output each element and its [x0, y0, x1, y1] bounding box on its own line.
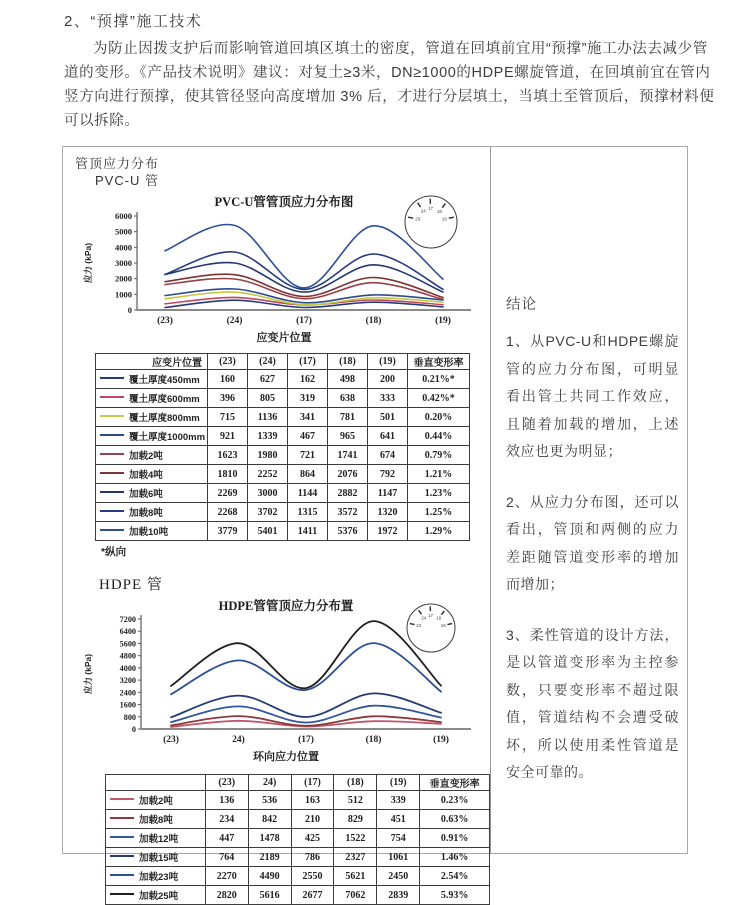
- table-row: [106, 791, 490, 810]
- series-label: 加载2吨: [139, 796, 173, 807]
- table-cell: 4490: [248, 867, 291, 886]
- table-cell: 136: [205, 791, 248, 810]
- table-cell: 674: [368, 446, 408, 465]
- table-cell: 319: [288, 389, 328, 408]
- legend-swatch: [110, 817, 134, 819]
- pvcu-table-wrap: [95, 353, 490, 541]
- svg-text:17: 17: [428, 613, 434, 618]
- legend-swatch: [110, 874, 134, 876]
- y-tick-label: 3000: [115, 258, 132, 268]
- table-row: [96, 408, 470, 427]
- x-tick-label: (19): [433, 734, 449, 745]
- table-cell: 1061: [377, 848, 420, 867]
- table-cell: 1136: [248, 408, 288, 427]
- table-header-cell: 垂直变形率: [420, 775, 490, 791]
- series-label: 加载2吨: [129, 451, 163, 462]
- y-tick-label: 7200: [120, 615, 136, 624]
- table-header-cell: (18): [334, 775, 377, 791]
- table-cell: 160: [208, 370, 248, 389]
- table-row: [106, 829, 490, 848]
- table-cell: 7062: [334, 886, 377, 905]
- legend-swatch: [110, 893, 134, 895]
- table-cell: 2.54%: [420, 867, 490, 886]
- table-cell: 764: [205, 848, 248, 867]
- table-row: [106, 886, 490, 905]
- legend-swatch: [110, 836, 134, 838]
- intro-paragraph: 为防止因拨支护后而影响管道回填区填土的密度，管道在回填前宜用“预撑”施工办法去减少管道的变形。《产品技术说明》建议：对复土≥3米，DN≥1000的HDPE螺旋管道，在回填前宜在管内竖方向进行预撑，使其管径竖向高度增加 3% 后，才进行分层填土，当填土至管顶后，预撑材料便可以拆除。: [64, 37, 722, 133]
- y-tick-label: 4000: [120, 664, 136, 673]
- y-tick-label: 4800: [120, 652, 136, 661]
- table-cell: 3779: [208, 522, 248, 541]
- table-cell: 627: [248, 370, 288, 389]
- pane-heading-line2: PVC-U 管: [95, 172, 490, 189]
- table-cell: 2550: [291, 867, 334, 886]
- table-row: [96, 370, 470, 389]
- table-cell: 447: [205, 829, 248, 848]
- table-cell-legend: [96, 427, 208, 446]
- table-cell: 162: [288, 370, 328, 389]
- table-header-cell: 24): [248, 775, 291, 791]
- table-cell: 498: [328, 370, 368, 389]
- y-tick-label: 800: [124, 713, 136, 722]
- table-cell: 2327: [334, 848, 377, 867]
- pane-heading: [75, 155, 490, 189]
- series-label: 加载23吨: [139, 872, 178, 883]
- table-cell: 638: [328, 389, 368, 408]
- legend-swatch: [100, 396, 124, 398]
- hdpe-table-wrap: [105, 774, 490, 905]
- table-cell: 2820: [205, 886, 248, 905]
- table-cell: 5376: [328, 522, 368, 541]
- x-tick-label: (18): [366, 315, 382, 326]
- x-tick-label: (23): [163, 734, 179, 745]
- table-cell: 0.63%: [420, 810, 490, 829]
- table-cell-legend: [106, 867, 206, 886]
- table-cell: 2270: [205, 867, 248, 886]
- table-header-row: [106, 775, 490, 791]
- table-cell: 425: [291, 829, 334, 848]
- table-cell: 965: [328, 427, 368, 446]
- legend-swatch: [110, 855, 134, 857]
- table-cell: 1339: [248, 427, 288, 446]
- y-axis-label: 应力 (kPa): [83, 243, 93, 283]
- x-tick-label: (17): [298, 734, 314, 745]
- pvcu-stress-table: [95, 353, 470, 541]
- table-cell: 5401: [248, 522, 288, 541]
- conclusions-title: 结论: [506, 293, 679, 314]
- y-tick-label: 0: [128, 305, 132, 315]
- table-cell: 210: [291, 810, 334, 829]
- table-cell-legend: [96, 370, 208, 389]
- series-label: 加载10吨: [129, 527, 168, 538]
- conclusion-item-3: 3、柔性管道的设计方法，是以管道变形率为主控参数，只要变形率不超过限值，管道结构不会遭受破坏，所以使用柔性管道是安全可靠的。: [506, 622, 679, 787]
- table-header-cell: 应变片位置: [96, 354, 208, 370]
- svg-text:23: 23: [416, 623, 422, 628]
- series-line: [165, 252, 443, 290]
- legend-swatch: [100, 510, 124, 512]
- charts-pane: [63, 147, 491, 853]
- legend-swatch: [110, 798, 134, 800]
- series-label: 加载12吨: [139, 834, 178, 845]
- table-cell: 1320: [368, 503, 408, 522]
- y-tick-label: 2000: [115, 274, 132, 284]
- table-header-cell: (19): [368, 354, 408, 370]
- table-cell: 396: [208, 389, 248, 408]
- table-cell: 1.23%: [408, 484, 470, 503]
- figure-box: [62, 146, 688, 854]
- table-cell: 786: [291, 848, 334, 867]
- table-cell-legend: [96, 408, 208, 427]
- table-cell: 1980: [248, 446, 288, 465]
- svg-text:19: 19: [441, 623, 447, 628]
- svg-text:19: 19: [442, 217, 448, 222]
- pipe-cross-section-icon: [407, 604, 455, 652]
- table-cell: 842: [248, 810, 291, 829]
- table-cell: 641: [368, 427, 408, 446]
- svg-text:17: 17: [428, 206, 434, 211]
- table-row: [96, 484, 470, 503]
- hdpe-stress-chart: [79, 597, 483, 767]
- table-cell: 1522: [334, 829, 377, 848]
- table-cell: 805: [248, 389, 288, 408]
- table-cell: 3572: [328, 503, 368, 522]
- series-label: 覆土厚度1000mm: [129, 432, 205, 443]
- table-cell: 1315: [288, 503, 328, 522]
- hdpe-heading: HDPE 管: [99, 573, 490, 594]
- table-cell: 0.79%: [408, 446, 470, 465]
- x-tick-label: (23): [157, 315, 173, 326]
- series-line: [171, 643, 441, 694]
- table-cell: 1147: [368, 484, 408, 503]
- table-row: [96, 465, 470, 484]
- svg-text:24: 24: [421, 615, 427, 620]
- pipe-cross-section-icon: [405, 196, 457, 248]
- hdpe-stress-table: [105, 774, 490, 905]
- table-row: [96, 446, 470, 465]
- y-tick-label: 3200: [120, 676, 136, 685]
- table-cell-legend: [96, 522, 208, 541]
- table-cell: 2450: [377, 867, 420, 886]
- table-cell: 467: [288, 427, 328, 446]
- table-cell-legend: [106, 810, 206, 829]
- conclusion-item-1: 1、从PVC-U和HDPE螺旋管的应力分布图，可明显看出管土共同工作效应，且随着加载的增加，上述效应也更为明显；: [506, 328, 679, 466]
- table-cell-legend: [96, 503, 208, 522]
- section-title: 2、“预撑”施工技术: [64, 10, 726, 31]
- table-cell: 1.21%: [408, 465, 470, 484]
- series-label: 覆土厚度600mm: [129, 394, 200, 405]
- table-cell: 2839: [377, 886, 420, 905]
- conclusions-pane: [491, 147, 687, 853]
- table-cell: 512: [334, 791, 377, 810]
- table-cell: 200: [368, 370, 408, 389]
- table-cell-legend: [96, 389, 208, 408]
- table-cell: 1972: [368, 522, 408, 541]
- table-row: [106, 848, 490, 867]
- svg-text:24: 24: [421, 208, 427, 213]
- series-label: 加载25吨: [139, 891, 178, 902]
- x-tick-label: (17): [296, 315, 312, 326]
- x-axis-label: 环向应力位置: [253, 749, 319, 763]
- table-row: [106, 867, 490, 886]
- svg-text:18: 18: [437, 209, 443, 214]
- table-cell: 3702: [248, 503, 288, 522]
- table-cell: 1144: [288, 484, 328, 503]
- table-row: [96, 389, 470, 408]
- table-row: [106, 810, 490, 829]
- series-label: 加载8吨: [139, 815, 173, 826]
- table-cell: 2252: [248, 465, 288, 484]
- x-tick-label: (19): [435, 315, 451, 326]
- table-cell: 781: [328, 408, 368, 427]
- table-cell: 721: [288, 446, 328, 465]
- table-row: [96, 503, 470, 522]
- table-cell: 451: [377, 810, 420, 829]
- series-label: 加载8吨: [129, 508, 163, 519]
- table-cell: 1.29%: [408, 522, 470, 541]
- table-cell: 792: [368, 465, 408, 484]
- x-tick-label: (24): [227, 315, 243, 326]
- table-footnote: *纵向: [101, 544, 490, 559]
- table-cell: 754: [377, 829, 420, 848]
- table-cell: 0.20%: [408, 408, 470, 427]
- legend-swatch: [100, 434, 124, 436]
- y-tick-label: 5600: [120, 639, 136, 648]
- legend-swatch: [100, 453, 124, 455]
- table-header-cell: (17): [288, 354, 328, 370]
- table-cell: 864: [288, 465, 328, 484]
- table-cell: 2076: [328, 465, 368, 484]
- table-cell-legend: [106, 829, 206, 848]
- legend-swatch: [100, 377, 124, 379]
- table-cell: 5.93%: [420, 886, 490, 905]
- table-cell: 163: [291, 791, 334, 810]
- y-tick-label: 5000: [115, 227, 132, 237]
- table-cell: 536: [248, 791, 291, 810]
- table-cell: 2268: [208, 503, 248, 522]
- table-header-cell: 垂直变形率: [408, 354, 470, 370]
- table-cell-legend: [106, 886, 206, 905]
- table-cell: 1.25%: [408, 503, 470, 522]
- series-label: 加载4吨: [129, 470, 163, 481]
- series-label: 覆土厚度450mm: [129, 375, 200, 386]
- table-cell: 5621: [334, 867, 377, 886]
- table-header-row: [96, 354, 470, 370]
- table-header-cell: (17): [291, 775, 334, 791]
- series-line: [171, 693, 441, 717]
- legend-swatch: [100, 415, 124, 417]
- table-cell: 2677: [291, 886, 334, 905]
- legend-swatch: [100, 472, 124, 474]
- svg-text:18: 18: [436, 616, 442, 621]
- table-cell-legend: [106, 791, 206, 810]
- svg-text:23: 23: [415, 217, 421, 222]
- y-tick-label: 1000: [115, 289, 132, 299]
- series-line: [171, 706, 441, 723]
- pvcu-stress-chart: [79, 192, 483, 346]
- table-cell-legend: [106, 848, 206, 867]
- y-tick-label: 0: [132, 725, 136, 734]
- table-cell-legend: [96, 484, 208, 503]
- legend-swatch: [100, 491, 124, 493]
- table-row: [96, 522, 470, 541]
- legend-swatch: [100, 529, 124, 531]
- table-cell-legend: [96, 446, 208, 465]
- y-tick-label: 2400: [120, 688, 136, 697]
- y-tick-label: 6400: [120, 627, 136, 636]
- series-label: 加载6吨: [129, 489, 163, 500]
- table-cell: 3000: [248, 484, 288, 503]
- y-axis-label: 应力 (kPa): [83, 654, 93, 694]
- chart-title: HDPE管管顶应力分布置: [219, 598, 354, 613]
- table-header-cell: (24): [248, 354, 288, 370]
- x-tick-label: (18): [366, 734, 382, 745]
- x-axis-label: 应变片位置: [257, 330, 312, 344]
- x-tick-label: 24): [232, 734, 245, 745]
- table-cell: 333: [368, 389, 408, 408]
- table-header-cell: (18): [328, 354, 368, 370]
- table-cell: 2882: [328, 484, 368, 503]
- table-cell: 0.91%: [420, 829, 490, 848]
- table-cell: 1411: [288, 522, 328, 541]
- table-cell-legend: [96, 465, 208, 484]
- table-cell: 829: [334, 810, 377, 829]
- table-header-cell: [106, 775, 206, 791]
- table-cell: 2269: [208, 484, 248, 503]
- table-cell: 715: [208, 408, 248, 427]
- table-cell: 0.23%: [420, 791, 490, 810]
- table-cell: 339: [377, 791, 420, 810]
- table-row: [96, 427, 470, 446]
- table-cell: 1478: [248, 829, 291, 848]
- table-header-cell: (19): [377, 775, 420, 791]
- table-cell: 921: [208, 427, 248, 446]
- table-cell: 234: [205, 810, 248, 829]
- table-cell: 1623: [208, 446, 248, 465]
- y-tick-label: 6000: [115, 211, 132, 221]
- table-header-cell: (23): [205, 775, 248, 791]
- conclusion-item-2: 2、从应力分布图，还可以看出，管顶和两侧的应力差距随管道变形率的增加而增加；: [506, 489, 679, 599]
- chart-title: PVC-U管管顶应力分布图: [215, 194, 354, 209]
- table-header-cell: (23): [208, 354, 248, 370]
- table-cell: 0.21%*: [408, 370, 470, 389]
- table-cell: 341: [288, 408, 328, 427]
- series-label: 覆土厚度800mm: [129, 413, 200, 424]
- pane-heading-line1: 管顶应力分布: [75, 155, 490, 172]
- table-cell: 0.44%: [408, 427, 470, 446]
- intro-section: [0, 0, 726, 133]
- table-cell: 0.42%*: [408, 389, 470, 408]
- table-cell: 501: [368, 408, 408, 427]
- series-label: 加载15吨: [139, 853, 178, 864]
- table-cell: 2189: [248, 848, 291, 867]
- y-tick-label: 4000: [115, 242, 132, 252]
- y-tick-label: 1600: [120, 701, 136, 710]
- table-cell: 1810: [208, 465, 248, 484]
- table-cell: 1741: [328, 446, 368, 465]
- table-cell: 1.46%: [420, 848, 490, 867]
- table-cell: 5616: [248, 886, 291, 905]
